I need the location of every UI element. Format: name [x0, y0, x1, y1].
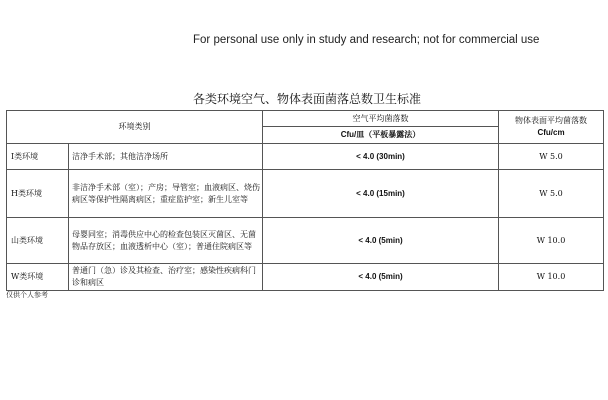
- table-header-row: [7, 111, 604, 127]
- header-air-count: 空气平均菌落数: [263, 111, 499, 127]
- surface-value-cell: W 10.0: [499, 264, 604, 291]
- table-row: [7, 218, 604, 264]
- area-cell: 普通门（急）诊及其检查、治疗室；感染性疾病科门诊和病区: [69, 264, 263, 291]
- footer-note: 仅供个人参考: [6, 291, 48, 299]
- header-surface-unit: Cfu/cm: [537, 128, 565, 137]
- document-title: 各类环境空气、物体表面菌落总数卫生标准: [193, 92, 422, 106]
- header-air-unit: Cfu/皿（平板暴露法）: [263, 127, 499, 144]
- env-class-cell: W类环境: [7, 264, 69, 291]
- header-note: For personal use only in study and research; not for commercial use: [193, 34, 540, 46]
- table-row: [7, 264, 604, 291]
- area-cell: 洁净手术部；其他洁净场所: [69, 144, 263, 170]
- area-cell: 母婴同室；消毒供应中心的检查包装区灭菌区、无菌物品存放区；血液透析中心（室）；普通住院病区等: [69, 218, 263, 264]
- air-value-cell: [263, 170, 499, 218]
- air-value: < 4.0 (5min): [358, 272, 403, 281]
- standards-table: [6, 110, 604, 291]
- area-cell: 非洁净手术部（室）；产房；导管室；血液病区、烧伤病区等保护性隔离病区；重症监护室；新生儿室等: [69, 170, 263, 218]
- air-value-cell: [263, 218, 499, 264]
- surface-value-cell: W 10.0: [499, 218, 604, 264]
- env-class-cell: 山类环境: [7, 218, 69, 264]
- air-value: < 4.0 (30min): [356, 151, 405, 161]
- surface-value-cell: W 5.0: [499, 170, 604, 218]
- header-env-category: 环境类别: [7, 111, 263, 144]
- air-value: < 4.0 (5min): [358, 235, 403, 245]
- air-value: < 4.0 (15min): [356, 188, 405, 198]
- surface-value-cell: W 5.0: [499, 144, 604, 170]
- air-value-cell: [263, 144, 499, 170]
- table-row: [7, 170, 604, 218]
- env-class-cell: H类环境: [7, 170, 69, 218]
- env-class-cell: I类环境: [7, 144, 69, 170]
- air-value-cell: [263, 264, 499, 291]
- table-row: [7, 144, 604, 170]
- header-surface-count: 物体表面平均菌落数: [515, 116, 587, 125]
- header-surface-cell: [499, 111, 604, 144]
